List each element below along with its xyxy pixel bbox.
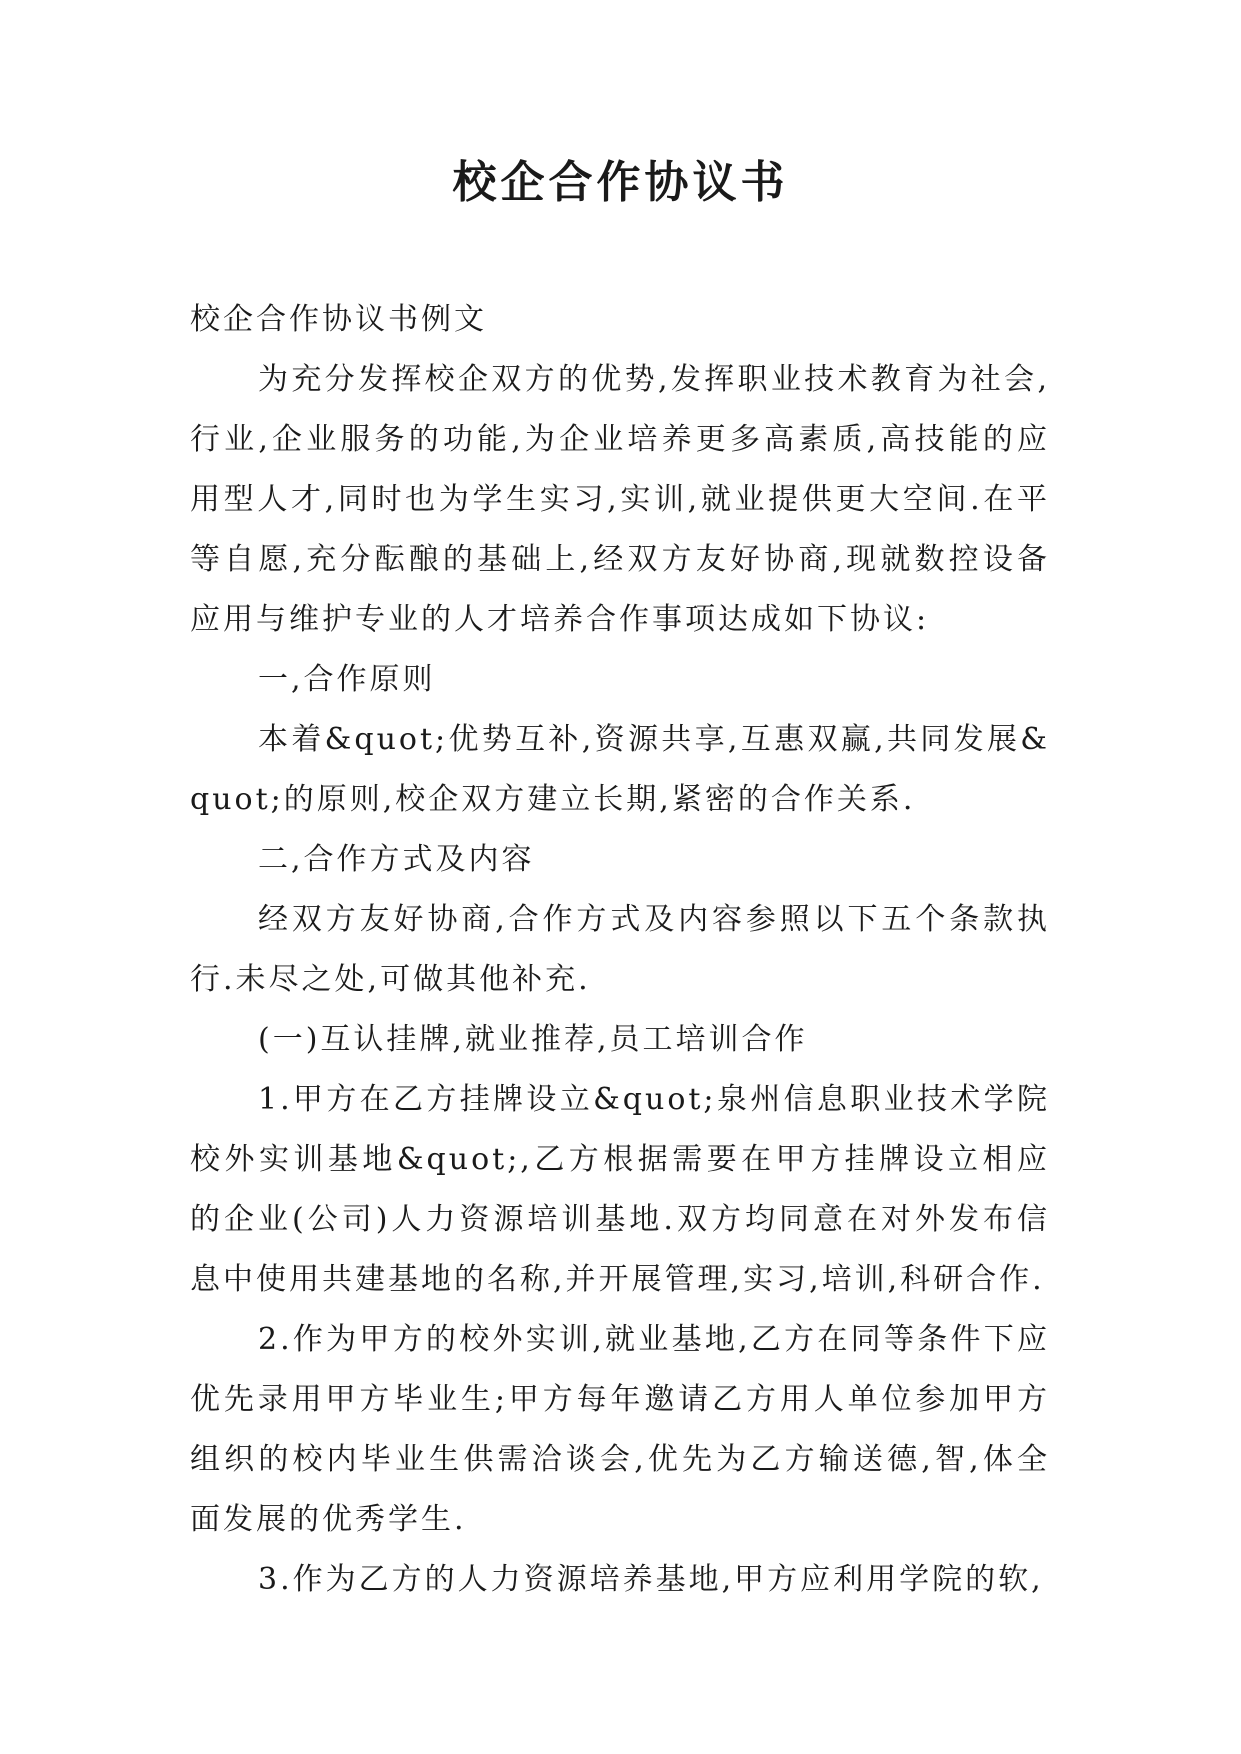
section-heading-principles: 一,合作原则 xyxy=(258,662,436,697)
clause-3: 3.作为乙方的人力资源培养基地,甲方应利用学院的软, xyxy=(258,1562,1044,1597)
paragraph-methods: 经双方友好协商,合作方式及内容参照以下五个条款执行.未尽之处,可做其他补充. xyxy=(190,902,1050,997)
paragraph-intro: 为充分发挥校企双方的优势,发挥职业技术教育为社会,行业,企业服务的功能,为企业培养更多高素质,高技能的应用型人才,同时也为学生实习,实训,就业提供更大空间.在平等自愿,充分酝酿的基础上,经双方友好协商,现就数控设备应用与维护专业的人才培养合作事项达成如下协议: xyxy=(190,362,1050,637)
clause-1: 1.甲方在乙方挂牌设立&quot;泉州信息职业技术学院校外实训基地&quot;,乙方根据需要在甲方挂牌设立相应的企业(公司)人力资源培训基地.双方均同意在对外发布信息中使用共建基地的名称,并开展管理,实习,培训,科研合作. xyxy=(190,1082,1050,1297)
document-title: 校企合作协议书 xyxy=(452,157,789,208)
section-heading-methods: 二,合作方式及内容 xyxy=(258,842,535,877)
paragraph-principles: 本着&quot;优势互补,资源共享,互惠双赢,共同发展&quot;的原则,校企双方建立长期,紧密的合作关系. xyxy=(190,722,1050,817)
document-body xyxy=(190,290,1050,1610)
subsection-heading-one: (一)互认挂牌,就业推荐,员工培训合作 xyxy=(258,1022,808,1057)
clause-2: 2.作为甲方的校外实训,就业基地,乙方在同等条件下应优先录用甲方毕业生;甲方每年邀请乙方用人单位参加甲方组织的校内毕业生供需洽谈会,优先为乙方输送德,智,体全面发展的优秀学生. xyxy=(190,1322,1050,1537)
paragraph-heading: 校企合作协议书例文 xyxy=(190,302,487,337)
